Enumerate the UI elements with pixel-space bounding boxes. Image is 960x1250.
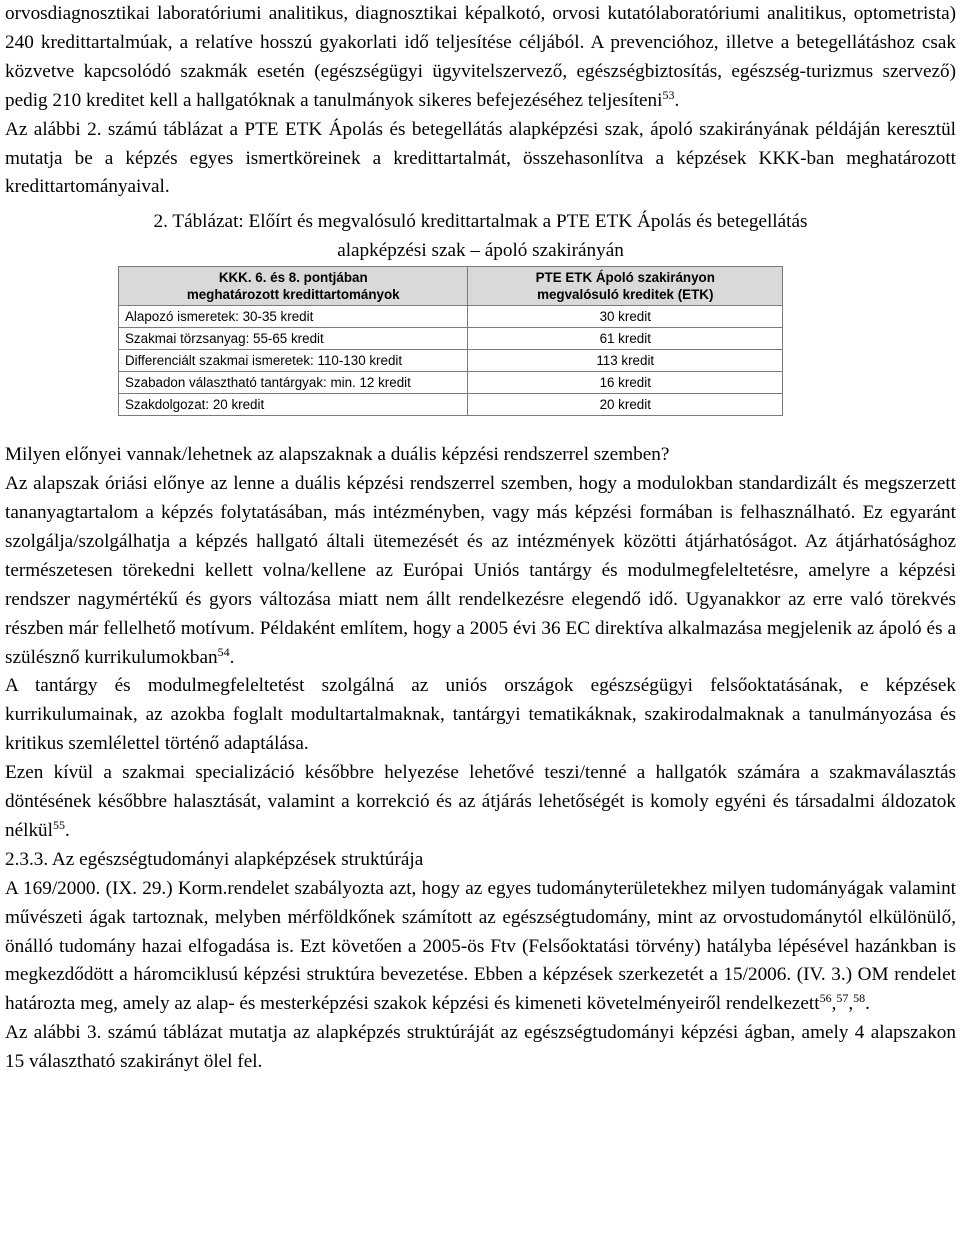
footnote-ref-53[interactable]: 53: [662, 87, 675, 102]
paragraph-table-3-intro: Az alábbi 3. számú táblázat mutatja az alapképzés struktúráját az egészségtudományi képzési ágban, amely 4 alapszakon 15 választható szakirányt ölel fel.: [5, 1022, 956, 1073]
table-cell-credit: 20 kredit: [468, 394, 783, 416]
question-dual-training: Milyen előnyei vannak/lehetnek az alapszaknak a duális képzési rendszerrel szemben?: [5, 444, 670, 466]
table-caption: [5, 208, 956, 266]
credit-table-wrapper: [5, 266, 956, 416]
table-cell-credit: 113 kredit: [468, 350, 783, 372]
table-header-row: [119, 267, 783, 306]
paragraph-credit-requirements: orvosdiagnosztikai laboratóriumi analitikus, diagnosztikai képalkotó, orvosi kutatólaboratóriumi analitikus, optometrista) 240 kredittartalmúak, a relatíve hosszú gyakorlati idő teljesítése céljából. A prevencióhoz, illetve a betegellátáshoz csak közvetve kapcsolódó szakmák esetén (egészségügyi ügyvitelszervező, egészségbiztosítás, egészség-turizmus szervező) pedig 210 kreditet kell a hallgatóknak a tanulmányok sikeres befejezéséhez teljesíteni$^{53}$.: [5, 3, 956, 111]
table-cell-credit: 30 kredit: [468, 306, 783, 328]
table-cell-requirement: Alapozó ismeretek: 30-35 kredit: [119, 306, 468, 328]
table-caption-line-1: 2. Táblázat: Előírt és megvalósuló kredittartalmak a PTE ETK Ápolás és betegellátás: [153, 211, 808, 233]
table-row: [119, 394, 783, 416]
paragraph-regulation: A 169/2000. (IX. 29.) Korm.rendelet szabályozta azt, hogy az egyes tudományterületekhez milyen tudományágak valamint művészeti ágak tartoznak, melyben mérföldkőnek számított az egészségtudomány, mint az orvostudománytól elkülönülő, önálló tudomány hazai elfogadása is. Ezt követően a 2005-ös Ftv (Felsőoktatási törvény) hatályba lépésével hazánkban is megkezdődött a háromciklusú képzési struktúra bevezetése. Ebben a képzések szerkezetét a 15/2006. (IV. 3.) OM rendelet határozta meg, amely az alap- és mesterképzési szakok képzési és kimeneti követelményeiről rendelkezett$^{56}$,$^{57}$,$^{58}$.: [5, 877, 956, 1015]
table-row: [119, 372, 783, 394]
paragraph-table-intro: Az alábbi 2. számú táblázat a PTE ETK Ápolás és betegellátás alapképzési szak, ápoló szakirányának példáján keresztül mutatja be a képzés egyes ismertköreinek a kredittartalmát, összehasonlítva a képzések KKK-ban meghatározott kredittartományaival.: [5, 118, 956, 198]
table-cell-requirement: Differenciált szakmai ismeretek: 110-130 kredit: [119, 350, 468, 372]
section-heading: 2.3.3. Az egészségtudományi alapképzések struktúrája: [5, 848, 424, 870]
footnote-ref-58[interactable]: 58: [853, 991, 866, 1006]
paragraph-module-matching: A tantárgy és modulmegfeleltetést szolgálná az uniós országok egészségügyi felsőoktatásának, e képzések kurrikulumainak, az azokba foglalt modultartalmaknak, tantárgyi tematikáknak, szakirodalmaknak a tanulmányozása és kritikus szemlélettel történő adaptálása.: [5, 675, 956, 755]
table-cell-requirement: Szakdolgozat: 20 kredit: [119, 394, 468, 416]
table-cell-requirement: Szabadon választható tantárgyak: min. 12 kredit: [119, 372, 468, 394]
credit-comparison-table: [118, 266, 783, 416]
footnote-ref-54[interactable]: 54: [217, 644, 230, 659]
table-cell-credit: 61 kredit: [468, 328, 783, 350]
table-row: [119, 306, 783, 328]
table-header-etk: PTE ETK Ápoló szakirányon megvalósuló kreditek (ETK): [468, 267, 783, 306]
footnote-ref-55[interactable]: 55: [52, 817, 65, 832]
paragraph-bachelor-advantage: Az alapszak óriási előnye az lenne a duális képzési rendszerrel szemben, hogy a modulokban standardizált és megszerzett tananyagtartalom a képzés folytatásában, más intézményben, vagy más képzési formában is felhasználható. Ez egyaránt szolgálja/szolgálhatja a képzés hallgató általi ütemezését és az intézmények közötti átjárhatóságot. Az átjárhatósághoz természetesen törekedni kellett volna/kellene az Európai Uniós tantárgy és modulmegfeleltetésre, amelyre a képzési rendszer nagymértékű és gyors változása miatt nem állt rendelkezésre elegendő idő. Ugyanakkor az erre való törekvés részben már fellelhető motívum. Példaként említem, hogy a 2005 évi 36 EC direktíva alkalmazása megjelenik az ápoló és a szülésznő kurrikulumokban$^{54}$.: [5, 473, 956, 668]
paragraph-specialization: Ezen kívül a szakmai specializáció későbbre helyezése lehetővé teszi/tenné a hallgatók számára a szakmaválasztás döntésének későbbre halasztását, valamint a korrekció és az átjárás lehetőségét is komoly egyéni és társadalmi áldozatok nélkül$^{55}$.: [5, 762, 956, 841]
table-cell-requirement: Szakmai törzsanyag: 55-65 kredit: [119, 328, 468, 350]
table-row: [119, 350, 783, 372]
table-cell-credit: 16 kredit: [468, 372, 783, 394]
footnote-ref-57[interactable]: 57: [836, 991, 849, 1006]
table-header-kkk: KKK. 6. és 8. pontjában meghatározott kredittartományok: [119, 267, 468, 306]
table-row: [119, 328, 783, 350]
footnote-ref-56[interactable]: 56: [819, 991, 832, 1006]
table-caption-line-2: alapképzési szak – ápoló szakirányán: [337, 240, 624, 262]
